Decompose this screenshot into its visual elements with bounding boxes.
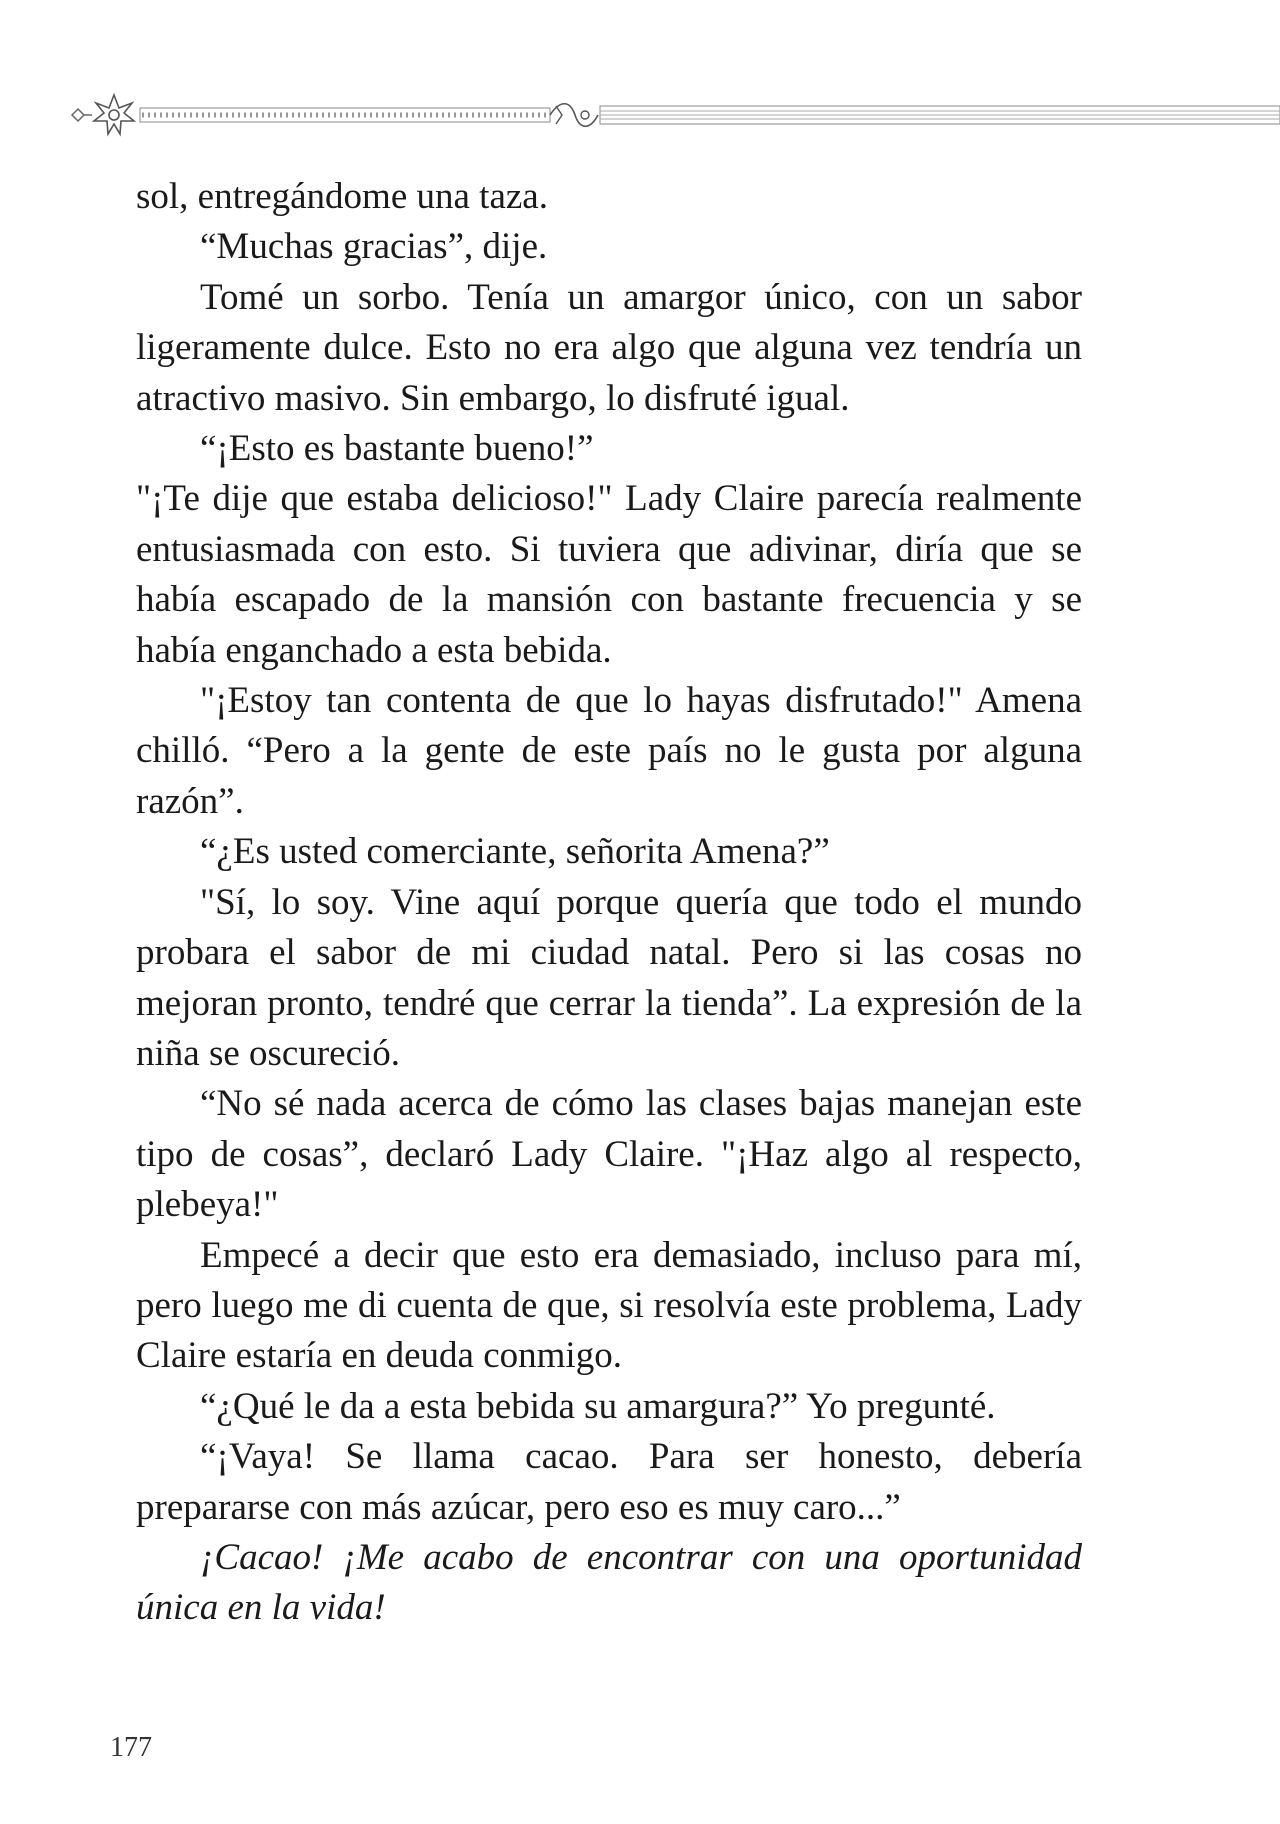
paragraph: “¿Es usted comerciante, señorita Amena?” <box>200 831 830 873</box>
paragraph: "Sí, lo soy. Vine aquí porque quería que todo el mundo probara el sabor de mi ciudad natal. Pero si las cosas no mejoran pronto, tendré que cerrar la tienda”. La expresión de la niña se oscureció. <box>136 881 1082 1074</box>
header-ornament <box>70 92 1280 138</box>
paragraph: "¡Te dije que estaba delicioso!" Lady Claire parecía realmente entusiasmada con esto. Si tuviera que adivinar, diría que se había escapado de la mansión con bastante frecuencia y se había enganchado a esta bebida. <box>136 478 1082 671</box>
paragraph: sol, entregándome una taza. <box>136 176 548 217</box>
paragraph: “No sé nada acerca de cómo las clases bajas manejan este tipo de cosas”, declaró Lady Claire. "¡Haz algo al respecto, plebeya!" <box>136 1083 1082 1226</box>
paragraph-italic: ¡Cacao! ¡Me acabo de encontrar con una oportunidad única en la vida! <box>136 1536 1082 1629</box>
paragraph: Empecé a decir que esto era demasiado, incluso para mí, pero luego me di cuenta de que, si resolvía este problema, Lady Claire estaría en deuda conmigo. <box>136 1234 1082 1377</box>
page-number: 177 <box>110 1732 152 1763</box>
body-text <box>136 172 1082 1634</box>
paragraph: “¡Esto es bastante bueno!” <box>200 428 594 470</box>
paragraph: “¡Vaya! Se llama cacao. Para ser honesto, debería prepararse con más azúcar, pero eso es muy caro...” <box>136 1436 1082 1528</box>
paragraph: "¡Estoy tan contenta de que lo hayas disfrutado!" Amena chilló. “Pero a la gente de este país no le gusta por alguna razón”. <box>136 680 1082 822</box>
paragraph: Tomé un sorbo. Tenía un amargor único, con un sabor ligeramente dulce. Esto no era algo que alguna vez tendría un atractivo masivo. Sin embargo, lo disfruté igual. <box>136 276 1082 419</box>
paragraph: “Muchas gracias”, dije. <box>200 226 548 268</box>
ornament-flourish-icon <box>70 92 1280 138</box>
paragraph: “¿Qué le da a esta bebida su amargura?” Yo pregunté. <box>200 1385 996 1427</box>
